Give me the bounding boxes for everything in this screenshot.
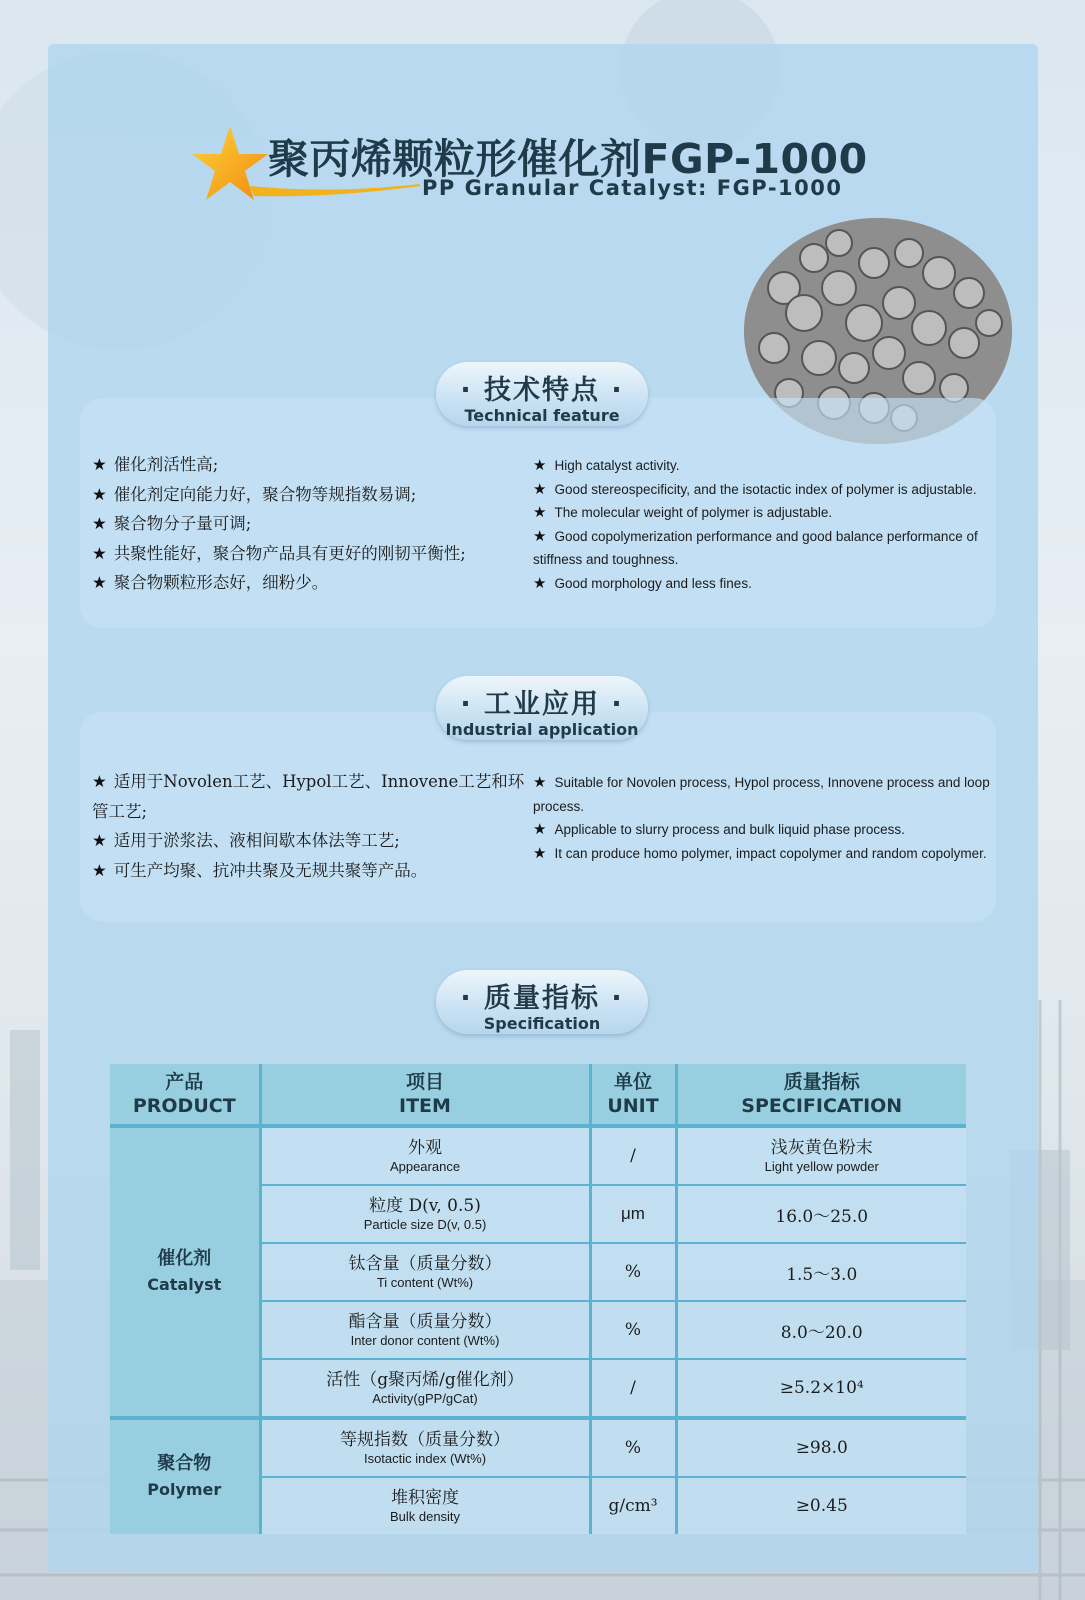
list-item: ★ Good stereospecificity, and the isotactic index of polymer is adjustable. [533,478,999,502]
heading-cn: · 技术特点 · [460,375,624,406]
technical-list-en [533,454,999,595]
title-block [190,118,910,208]
column-header-item: 项目 ITEM [260,1064,590,1126]
item-cell: 等规指数（质量分数） Isotactic index (Wt%) [260,1418,590,1477]
heading-en: Industrial application [445,720,639,739]
spec-cell: 浅灰黄色粉末 Light yellow powder [676,1126,966,1185]
list-item: ★ 聚合物分子量可调; [92,509,530,539]
list-item: ★ Applicable to slurry process and bulk liquid phase process. [533,818,999,842]
industrial-application-heading [436,676,648,740]
item-cell: 外观 Appearance [260,1126,590,1185]
group-catalyst: 催化剂 Catalyst [110,1126,260,1418]
list-item: ★ 聚合物颗粒形态好，细粉少。 [92,568,530,598]
spec-cell: ≥98.0 [676,1418,966,1477]
list-item: ★ 可生产均聚、抗冲共聚及无规共聚等产品。 [92,856,530,886]
technical-feature-heading [436,362,648,426]
list-item: ★ 适用于Novolen工艺、Hypol工艺、Innovene工艺和环管工艺; [92,767,530,826]
list-item: ★ Suitable for Novolen process, Hypol process, Innovene process and loop process. [533,771,999,818]
spec-cell: ≥0.45 [676,1477,966,1534]
item-cell: 钛含量（质量分数） Ti content (Wt%) [260,1243,590,1301]
table-row [110,1418,966,1477]
heading-en: Technical feature [464,406,620,425]
heading-en: Specification [483,1014,601,1033]
list-item: ★ 催化剂定向能力好，聚合物等规指数易调; [92,480,530,510]
page-title: 聚丙烯颗粒形催化剂FGP-1000 [268,135,868,183]
list-item: ★ 适用于淤浆法、液相间歇本体法等工艺; [92,826,530,856]
list-item: ★ Good morphology and less fines. [533,572,999,596]
column-header-product: 产品 PRODUCT [110,1064,260,1126]
spec-cell: 1.5～3.0 [676,1243,966,1301]
table-row [110,1126,966,1185]
specification-heading [436,970,648,1034]
column-header-unit: 单位 UNIT [590,1064,676,1126]
page-subtitle: PP Granular Catalyst: FGP-1000 [422,176,843,200]
unit-cell: μm [590,1185,676,1243]
spec-cell: ≥5.2×10⁴ [676,1359,966,1418]
unit-cell: % [590,1301,676,1359]
list-item: ★ It can produce homo polymer, impact copolymer and random copolymer. [533,842,999,866]
item-cell: 粒度 D(v, 0.5) Particle size D(v, 0.5) [260,1185,590,1243]
list-item: ★ Good copolymerization performance and good balance performance of stiffness and toughness. [533,525,999,572]
item-cell: 酯含量（质量分数） Inter donor content (Wt%) [260,1301,590,1359]
unit-cell: % [590,1243,676,1301]
list-item: ★ High catalyst activity. [533,454,999,478]
specification-table [110,1064,966,1534]
technical-list-cn [92,450,530,598]
industrial-list-en [533,771,999,865]
industrial-list-cn [92,767,530,885]
list-item: ★ The molecular weight of polymer is adjustable. [533,501,999,525]
spec-cell: 8.0～20.0 [676,1301,966,1359]
unit-cell: % [590,1418,676,1477]
unit-cell: / [590,1359,676,1418]
list-item: ★ 催化剂活性高; [92,450,530,480]
unit-cell: g/cm³ [590,1477,676,1534]
list-item: ★ 共聚性能好，聚合物产品具有更好的刚韧平衡性; [92,539,530,569]
heading-cn: · 质量指标 · [460,983,624,1014]
table-header-row [110,1064,966,1126]
spec-cell: 16.0～25.0 [676,1185,966,1243]
unit-cell: / [590,1126,676,1185]
heading-cn: · 工业应用 · [460,689,624,720]
column-header-specification: 质量指标 SPECIFICATION [676,1064,966,1126]
item-cell: 活性（g聚丙烯/g催化剂） Activity(gPP/gCat) [260,1359,590,1418]
item-cell: 堆积密度 Bulk density [260,1477,590,1534]
group-polymer: 聚合物 Polymer [110,1418,260,1534]
